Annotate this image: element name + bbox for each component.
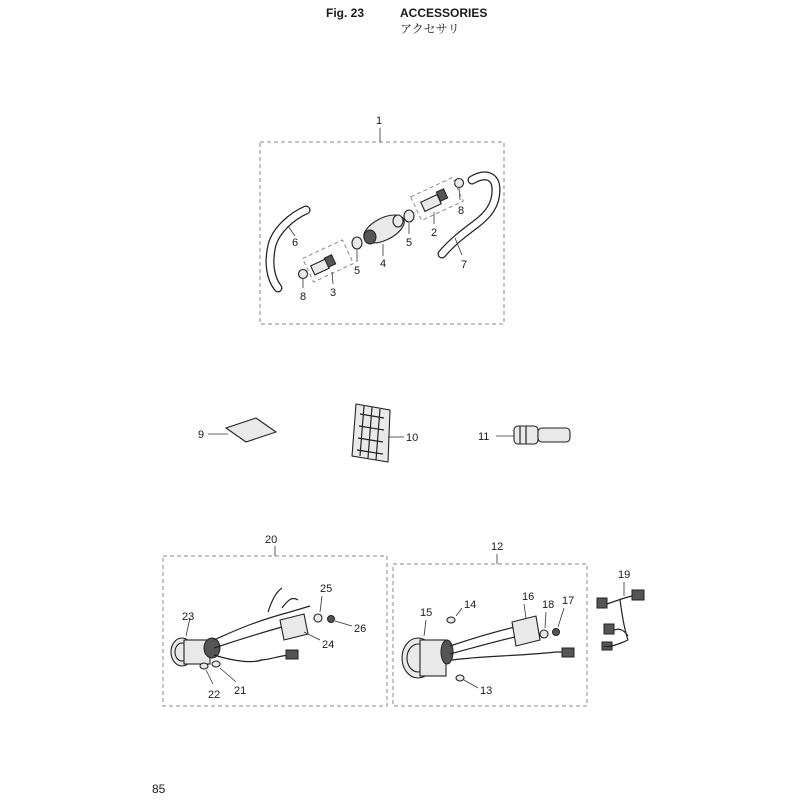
hose-right (442, 176, 496, 254)
clamp-left (299, 270, 308, 279)
page-number: 85 (152, 782, 166, 796)
callout-10: 10 (406, 432, 419, 444)
socket-13 (456, 675, 464, 681)
callout-19: 19 (618, 569, 631, 581)
callout-14: 14 (464, 599, 477, 611)
fuel-hose-assembly-group (260, 115, 504, 324)
leader-17 (558, 608, 564, 627)
callout-2: 2 (431, 227, 438, 239)
callout-22: 22 (208, 689, 221, 701)
washer-18 (540, 630, 548, 638)
figure-title: ACCESSORIES (400, 6, 488, 20)
callout-26: 26 (354, 623, 367, 635)
callout-23: 23 (182, 611, 195, 623)
leader-3 (332, 272, 333, 284)
leader-21 (220, 668, 236, 682)
callout-24: 24 (322, 639, 335, 651)
leader-6 (288, 226, 295, 236)
connector-plug-12 (562, 648, 574, 657)
callout-16: 16 (522, 591, 535, 603)
leader-14 (456, 608, 462, 616)
figure-subtitle: アクセサリ (400, 22, 460, 36)
connector-right (421, 189, 448, 212)
callout-6: 6 (292, 237, 299, 249)
harness-19-connector-a (597, 598, 607, 608)
gauge-15 (402, 638, 453, 678)
harness-19-connector-b (632, 590, 644, 600)
washer-25 (314, 614, 322, 622)
bulb-14 (447, 617, 455, 623)
seal-left (352, 237, 362, 249)
gauge-kit-20-group (163, 534, 387, 706)
leader-18 (545, 612, 546, 628)
callout-20: 20 (265, 534, 278, 546)
wire-leads-20 (268, 588, 298, 612)
callout-5b: 5 (406, 237, 413, 249)
wiring-harness-19 (597, 590, 644, 650)
leader-15 (424, 620, 426, 636)
callout-18: 18 (542, 599, 555, 611)
leader-24 (304, 632, 320, 640)
callout-9: 9 (198, 429, 205, 441)
leader-22 (206, 670, 213, 684)
nut-17 (553, 629, 560, 636)
bulb-22 (200, 663, 208, 669)
primer-bulb (359, 209, 408, 249)
socket-21 (212, 661, 220, 667)
leader-13 (464, 680, 478, 688)
loose-parts-row (198, 404, 570, 462)
harness-wires-12 (450, 626, 566, 660)
part-10-grid-sheet (352, 404, 390, 462)
gauge-kit-12-group (393, 541, 587, 706)
callout-13: 13 (480, 685, 493, 697)
callout-8b: 8 (458, 205, 465, 217)
callout-4: 4 (380, 258, 387, 270)
connector-plug-20 (286, 650, 298, 659)
connector-left (311, 255, 336, 275)
callout-3: 3 (330, 287, 337, 299)
callout-7: 7 (461, 259, 468, 271)
callout-8a: 8 (300, 291, 307, 303)
leader-25 (320, 596, 322, 612)
leader-26 (335, 621, 352, 626)
callout-11: 11 (478, 431, 490, 443)
bracket-16 (512, 616, 540, 646)
seal-right (404, 210, 414, 222)
bracket-24 (280, 614, 308, 640)
callout-1: 1 (376, 115, 383, 127)
callout-25: 25 (320, 583, 333, 595)
leader-16 (524, 604, 526, 618)
callout-21: 21 (234, 685, 247, 697)
figure-number: Fig. 23 (326, 6, 365, 20)
part-11-hose-fitting (514, 426, 570, 444)
callout-15: 15 (420, 607, 433, 619)
callout-12: 12 (491, 541, 504, 553)
part-9-pad (226, 418, 276, 442)
callout-17: 17 (562, 595, 575, 607)
harness-19-connector-c (604, 624, 614, 634)
callout-5a: 5 (354, 265, 361, 277)
clamp-right (455, 179, 464, 188)
nut-26 (328, 616, 335, 623)
